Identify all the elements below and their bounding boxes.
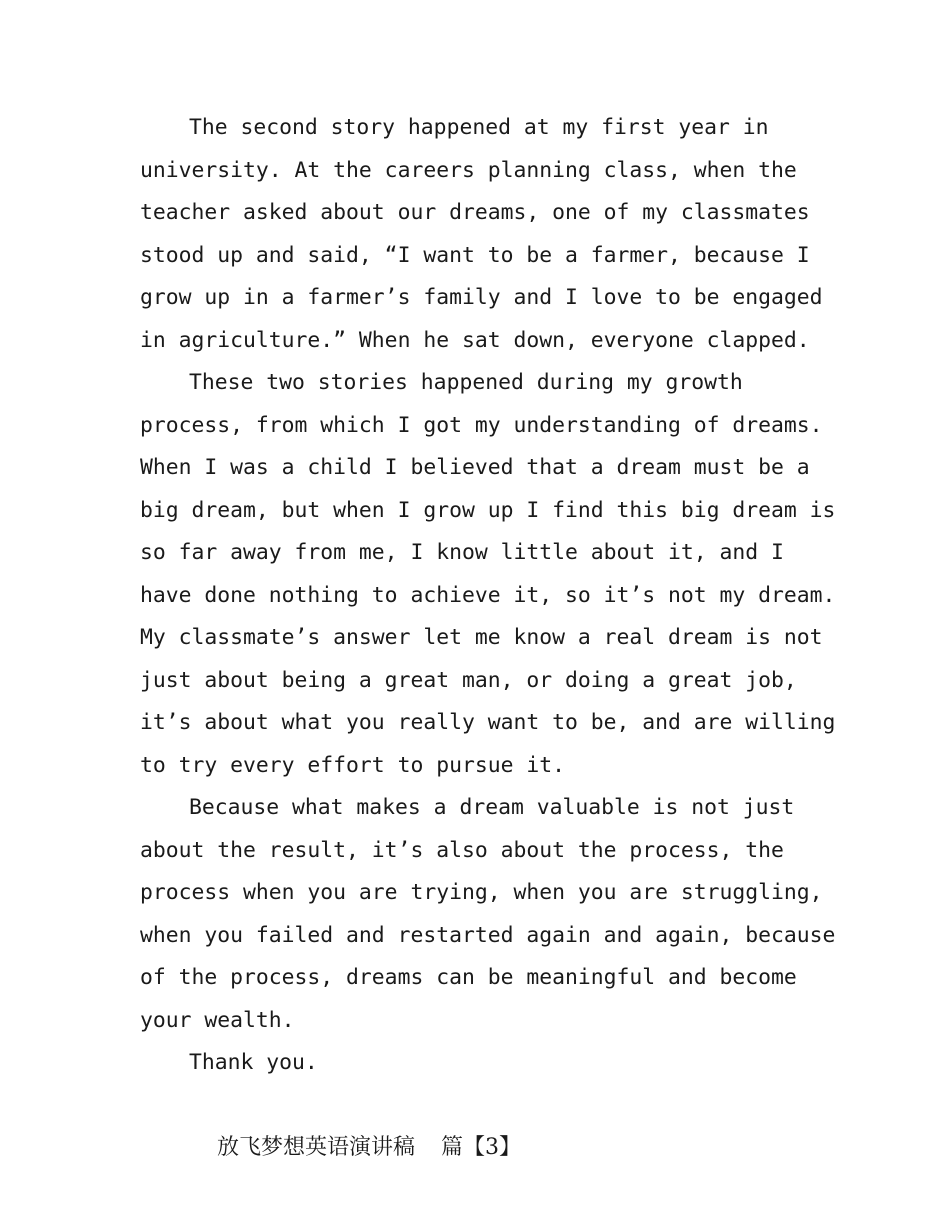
section-label: 篇【3】 (441, 1135, 521, 1160)
paragraph (140, 362, 836, 787)
text-line: of the process, dreams can be meaningful and become (140, 965, 797, 990)
text-line: about the result, it’s also about the process, the (140, 837, 784, 863)
section-title: 放飞梦想英语演讲稿 (216, 1135, 415, 1160)
text-line: your wealth. (140, 1007, 295, 1033)
text-line: The second story happened at my first year in (189, 115, 769, 140)
text-line: My classmate’s answer let me know a real dream is not (140, 625, 823, 650)
text-line: university. At the careers planning class, when the (140, 157, 797, 183)
text-line: process, from which I got my understanding of dreams. (140, 412, 823, 438)
text-line: grow up in a farmer’s family and I love to be engaged (140, 285, 823, 310)
text-line: big dream, but when I grow up I find this big dream is (140, 497, 836, 523)
text-line: just about being a great man, or doing a great job, (140, 667, 797, 693)
paragraph (140, 787, 836, 1042)
text-line: stood up and said, “I want to be a farmer, because I (140, 242, 810, 268)
text-line: it’s about what you really want to be, and are willing (140, 710, 836, 735)
text-line: to try every effort to pursue it. (140, 752, 565, 778)
paragraph (140, 107, 830, 362)
text-line: teacher asked about our dreams, one of my classmates (140, 200, 810, 225)
text-line: when you failed and restarted again and again, because (140, 922, 836, 948)
closing-line: Thank you. (189, 1050, 318, 1075)
paragraph (140, 1042, 830, 1085)
text-line: process when you are trying, when you are struggling, (140, 880, 823, 905)
document-page (140, 107, 836, 1160)
text-line: so far away from me, I know little about it, and I (140, 540, 784, 565)
text-line: Because what makes a dream valuable is not just (189, 795, 795, 820)
text-line: These two stories happened during my growth (189, 370, 743, 395)
section-heading (140, 1085, 830, 1160)
text-line: When I was a child I believed that a dream must be a (140, 455, 810, 480)
text-line: in agriculture.” When he sat down, everyone clapped. (140, 327, 810, 353)
text-line: have done nothing to achieve it, so it’s not my dream. (140, 582, 836, 608)
